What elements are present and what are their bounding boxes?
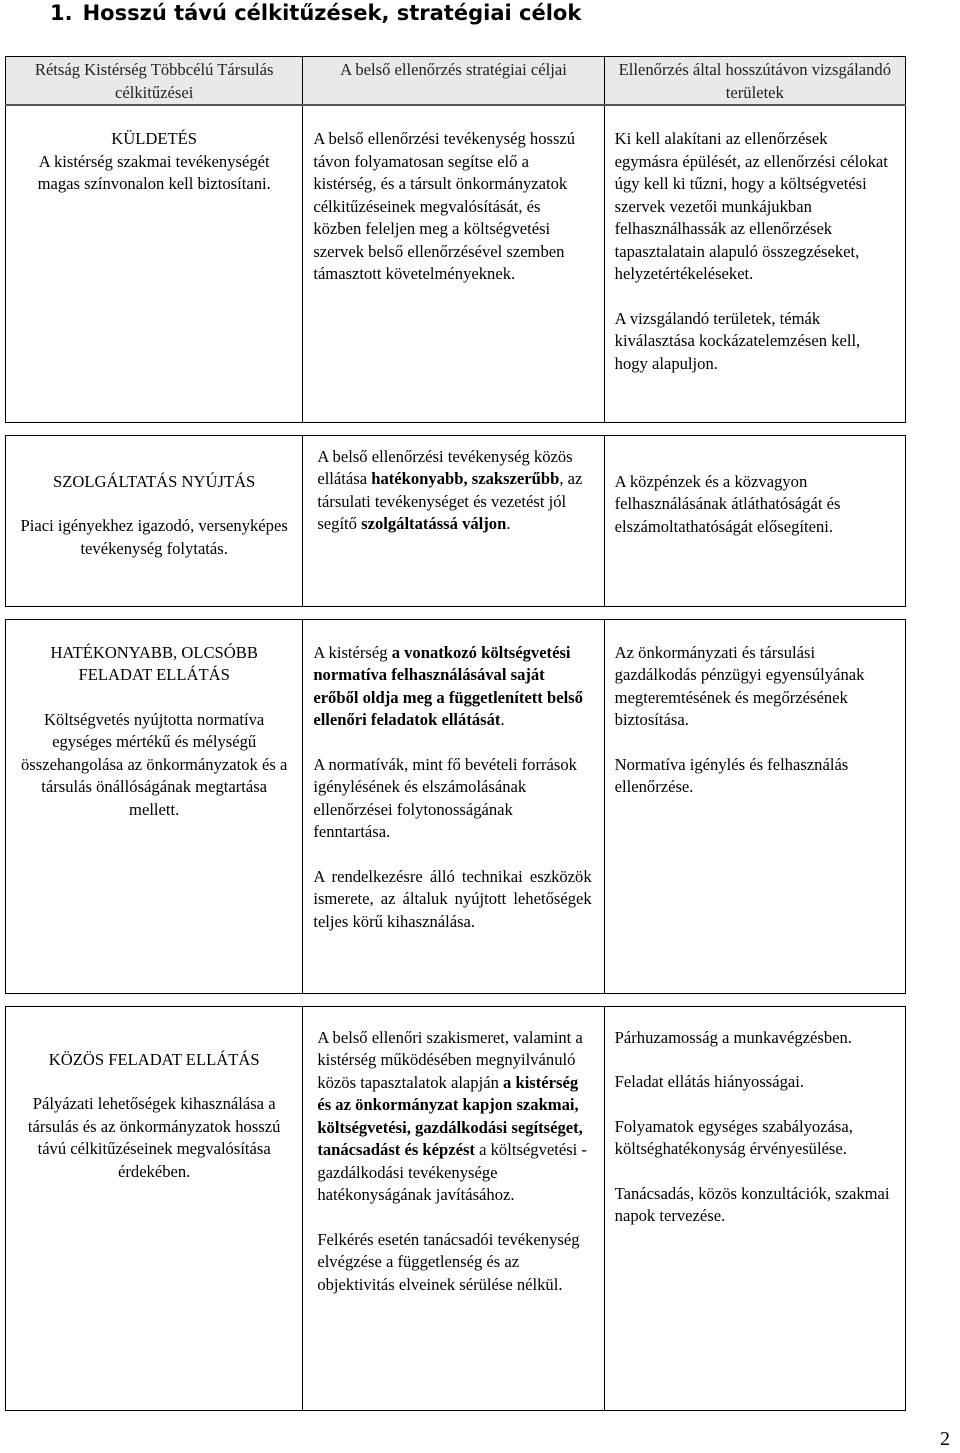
area-paragraph: A vizsgálandó területek, témák kiválasztása kockázatelemzésen kell, hogy alapuljon. — [614, 308, 861, 373]
table-cell — [6, 619, 303, 993]
table-row — [6, 1006, 906, 1410]
area-paragraph: Tanácsadás, közös konzultációk, szakmai napok tervezése. — [614, 1183, 890, 1225]
area-paragraph: Párhuzamosság a munkavégzésben. — [614, 1027, 852, 1047]
area-paragraph: A közpénzek és a közvagyon felhasználásának átláthatóságát és elszámoltathatóságát elősegíteni. — [614, 471, 841, 536]
page-number: 2 — [940, 1428, 950, 1450]
table-row — [6, 105, 906, 422]
strategy-table — [5, 56, 906, 1411]
goal-title: SZOLGÁLTATÁS NYÚJTÁS — [53, 471, 256, 491]
table-cell — [6, 1006, 303, 1410]
goal-text: Költségvetés nyújtotta normatíva egységes mértékű és mélységű összehangolása az önkormányzatok és a társulás önállóságának megtartása mellett. — [21, 709, 288, 819]
table-header-row — [6, 57, 906, 106]
header-cell: Rétság Kistérség Többcélú Társulás célkitűzései — [6, 57, 303, 106]
section-number: 1. — [50, 1, 73, 25]
table-cell — [303, 1006, 604, 1410]
header-cell: Ellenőrzés által hosszútávon vizsgálandó területek — [604, 57, 905, 106]
goal-text: A kistérség szakmai tevékenységét magas színvonalon kell biztosítani. — [37, 151, 271, 193]
table-cell — [604, 619, 905, 993]
goal-text: Piaci igényekhez igazodó, versenyképes tevékenység folytatás. — [20, 516, 288, 558]
area-paragraph: Az önkormányzati és társulási gazdálkodás pénzügyi egyensúlyának megteremtésének és megőrzésének biztosítása. — [614, 642, 865, 729]
table-cell — [604, 1006, 905, 1410]
goal-title: HATÉKONYABB, OLCSÓBB FELADAT ELLÁTÁS — [50, 642, 258, 684]
area-paragraph: Folyamatok egységes szabályozása, költséghatékonyság érvényesülése. — [614, 1116, 853, 1158]
area-paragraph: Normatíva igénylés és felhasználás ellenőrzése. — [614, 754, 849, 796]
table-row — [6, 435, 906, 606]
table-row — [6, 619, 906, 993]
table-cell — [604, 435, 905, 606]
goal-title: KÜLDETÉS — [111, 129, 198, 148]
strategy-paragraph: A belső ellenőri szakismeret, valamint a kistérség működésében megnyilvánuló közös tapasztalatok alapján a kistérség és az önkormányzat kapjon szakmai, költségvetési, gazdálkodási segítséget, tanácsadást és képzést a költségvetési - gazdálkodási tevékenysége hatékonyságának javításához. — [317, 1027, 587, 1204]
strategy-paragraph: A kistérség a vonatkozó költségvetési normatíva felhasználásával saját erőből oldja meg a függetlenített belső ellenőri feladatok ellátását. — [313, 642, 583, 729]
table-cell — [6, 435, 303, 606]
goal-text: Pályázati lehetőségek kihasználása a társulás és az önkormányzatok hosszú távú célkitűzéseinek megvalósítása érdekében. — [27, 1094, 281, 1181]
table-cell — [303, 435, 604, 606]
goal-title: KÖZÖS FELADAT ELLÁTÁS — [48, 1049, 260, 1069]
section-title: Hosszú távú célkitűzések, stratégiai célok — [82, 1, 582, 25]
table-cell — [6, 105, 303, 422]
header-cell: A belső ellenőrzés stratégiai céljai — [303, 57, 604, 106]
area-paragraph: Ki kell alakítani az ellenőrzések egymásra épülését, az ellenőrzési célokat úgy kell ki tűzni, hogy a költségvetési szervek vezetői munkájukban felhasználhassák az ellenőrzések tapasztalatain alapuló összegzéseket, helyzetértékeléseket. — [614, 129, 888, 283]
strategy-text: A belső ellenőrzési tevékenység hosszú távon folyamatosan segítse elő a kistérség, és a társult önkormányzatok célkitűzéseinek megvalósítását, és közben feleljen meg a költségvetési szervek belső ellenőrzésével szemben támasztott követelményeknek. — [313, 129, 576, 283]
section-heading — [50, 0, 581, 26]
table-cell — [303, 105, 604, 422]
strategy-paragraph: Felkérés esetén tanácsadói tevékenység elvégzése a függetlenség és az objektivitás elveinek sérülése nélkül. — [317, 1229, 580, 1294]
strategy-text: A belső ellenőrzési tevékenység közös ellátása hatékonyabb, szakszerűbb, az társulati tevékenységet és vezetést jól segítő szolgáltatássá váljon. — [317, 446, 583, 533]
strategy-paragraph: A rendelkezésre álló technikai eszközök ismerete, az általuk nyújtott lehetőségek teljes körű kihasználása. — [313, 866, 592, 931]
table-cell — [604, 105, 905, 422]
area-paragraph: Feladat ellátás hiányosságai. — [614, 1072, 805, 1091]
strategy-paragraph: A normatívák, mint fő bevételi források igénylésének és elszámolásának ellenőrzései folytonosságának fenntartása. — [313, 754, 577, 841]
table-cell — [303, 619, 604, 993]
